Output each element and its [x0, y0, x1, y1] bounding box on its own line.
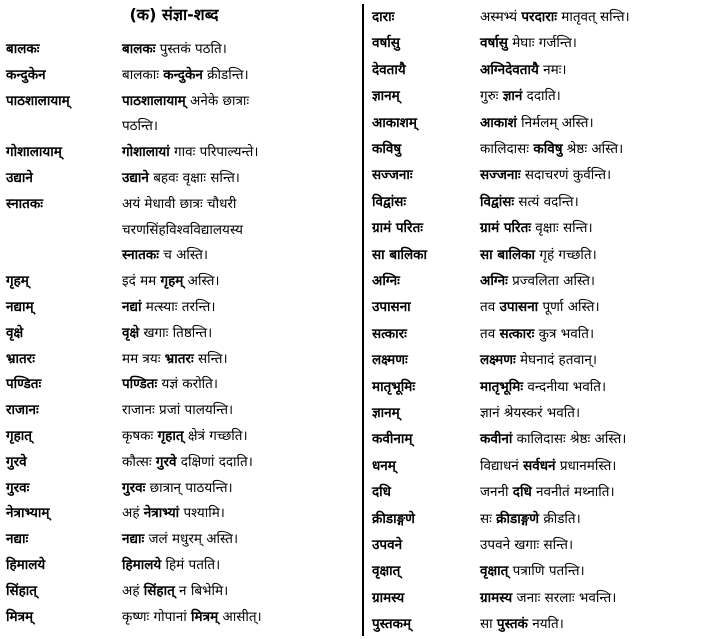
highlighted-word: ग्रामस्य [480, 589, 513, 606]
sentence-text: गुरुः [480, 88, 503, 105]
term-word: क्रीडाङ्गणे [372, 510, 415, 527]
sentence-text: दक्षिणां ददाति। [176, 453, 253, 470]
highlighted-word: वर्षासु [480, 35, 508, 52]
sentence-text: सा [480, 616, 497, 633]
term-word: गुरवे [6, 453, 27, 470]
sentence-text: निर्मलम् अस्ति। [516, 114, 594, 131]
highlighted-word: पण्डितः [122, 376, 158, 393]
term-word: गृहात् [6, 428, 32, 444]
sentence-text: जलं मधुरम् अस्ति। [144, 531, 239, 548]
example-sentence [122, 399, 233, 422]
highlighted-word: गुरवः [122, 479, 146, 496]
sentence-text: उपवने खगाः सन्ति। [480, 537, 574, 553]
sentence-text: चरणसिंहविश्वविद्यालयस्य [122, 221, 243, 238]
example-sentence [480, 508, 581, 531]
term-word: गृहम् [6, 273, 29, 290]
sentence-text: बहवः वृक्षाः सन्ति। [148, 170, 240, 186]
example-sentence [480, 481, 615, 504]
sentence-text: कुत्र भवति। [534, 325, 595, 342]
example-sentence [480, 323, 594, 346]
sentence-text: कृष्णः गोपानां [122, 608, 192, 625]
sentence-text: इदं मम [122, 273, 161, 290]
sentence-text: पठन्ति। [122, 118, 158, 135]
term-word: बालकः [6, 41, 40, 57]
term-word: ग्रामं परितः [372, 220, 423, 237]
example-sentence [480, 455, 616, 478]
term-word: गोशालायाम् [6, 144, 62, 161]
example-sentence [480, 32, 577, 55]
example-sentence [480, 112, 594, 135]
highlighted-word: कन्दुकेन [163, 66, 203, 83]
highlighted-word: स्नातकः [122, 247, 159, 264]
sentence-text: खगाः तिष्ठन्ति। [139, 324, 213, 341]
highlighted-word: कविषु [533, 141, 563, 157]
term-word: धनम् [372, 457, 396, 474]
term-word: ग्रामस्य [372, 589, 405, 606]
sentence-text: ददाति। [522, 88, 561, 105]
sentence-text: क्रीडन्ति। [202, 66, 249, 83]
term-word: मित्रम् [6, 608, 34, 625]
sentence-text: गृहं गच्छति। [535, 246, 597, 263]
highlighted-word: ज्ञानं [502, 88, 523, 105]
sentence-text: नयति। [527, 616, 564, 633]
example-sentence [480, 85, 561, 108]
highlighted-word: सज्जनाः [480, 167, 521, 184]
highlighted-word: गृहम् [160, 273, 184, 290]
sentence-text: क्षेत्रं गच्छति। [183, 428, 248, 444]
example-sentence [480, 164, 611, 187]
example-sentence [122, 270, 220, 293]
example-sentence [480, 534, 573, 557]
highlighted-word: पुस्तकं [496, 616, 528, 633]
sentence-text: सदाचरणं कुर्वन्ति। [520, 167, 612, 184]
highlighted-word: भ्रातरः [164, 350, 194, 367]
column-divider [362, 4, 364, 636]
example-sentence [122, 606, 262, 629]
sentence-text: बालकाः [122, 66, 164, 83]
term-word: राजानः [6, 402, 39, 419]
example-sentence [480, 402, 580, 425]
sentence-text: तव [480, 325, 500, 342]
term-word: दधि [372, 484, 391, 501]
term-word: अग्निः [372, 273, 400, 289]
example-sentence [480, 270, 595, 293]
sentence-text: पत्राणि पतन्ति। [508, 563, 585, 580]
sentence-text: राजानः प्रजां पालयन्ति। [122, 402, 234, 419]
highlighted-word: सत्कारः [499, 325, 535, 342]
example-sentence [122, 451, 253, 474]
sentence-text: अहं [122, 505, 144, 522]
highlighted-word: सिंहात् [143, 582, 175, 599]
example-sentence [122, 554, 220, 577]
example-sentence [122, 322, 212, 345]
highlighted-word: कवीनां [480, 431, 513, 448]
example-sentence [480, 191, 579, 214]
term-word: उपासना [372, 299, 411, 316]
highlighted-word: बालकः [122, 41, 156, 57]
example-sentence [122, 425, 248, 448]
example-sentence [122, 296, 215, 319]
example-sentence [122, 90, 249, 113]
sentence-text: सः [480, 510, 497, 527]
term-word: ज्ञानम् [372, 88, 400, 105]
example-sentence [122, 167, 240, 190]
highlighted-word: हिमालये [122, 557, 162, 573]
term-word: हिमालये [6, 557, 46, 573]
sentence-text: कृषकः [122, 428, 158, 444]
highlighted-word: गृहात् [157, 428, 184, 444]
example-sentence [480, 613, 564, 636]
example-sentence [480, 428, 626, 451]
term-word: कवीनाम् [372, 431, 413, 448]
highlighted-word: अग्निदेवतायै [480, 61, 539, 78]
sentence-text: पूर्णा अस्ति। [538, 299, 600, 316]
sentence-text: सत्यं वदन्ति। [514, 193, 579, 210]
example-sentence [122, 38, 227, 61]
sentence-text: न बिभेमि। [174, 582, 229, 599]
example-sentence [480, 296, 600, 319]
sentence-text: अहं [122, 582, 144, 599]
sentence-text: सन्ति। [193, 350, 228, 367]
term-word: वृक्षे [6, 324, 24, 341]
sentence-text: वन्दनीया भवति। [523, 378, 607, 395]
term-word: गुरवः [6, 479, 30, 496]
sentence-text: ज्ञानं श्रेयस्करं भवति। [480, 405, 581, 421]
sentence-text: हिमं पतति। [161, 557, 221, 573]
example-sentence [122, 528, 238, 551]
sentence-text: छात्रान् पाठयन्ति। [145, 479, 233, 496]
example-sentence [480, 349, 597, 372]
term-word: सा बालिका [372, 246, 428, 263]
sentence-text: कौत्सः [122, 453, 156, 470]
sentence-text: मेघाः गर्जन्ति। [507, 35, 577, 52]
example-sentence [122, 502, 225, 525]
example-sentence [480, 59, 567, 82]
sentence-text: श्रेष्ठः अस्ति। [562, 141, 624, 157]
highlighted-word: परदाराः [521, 9, 557, 25]
term-word: पाठशालायाम् [6, 92, 70, 109]
term-word: नद्याम् [6, 299, 34, 315]
sentence-text: अस्ति। [183, 273, 220, 290]
example-sentence [122, 219, 243, 242]
term-word: विद्वांसः [372, 193, 407, 210]
term-word: आकाशम् [372, 114, 417, 131]
term-word: नेत्राभ्याम् [6, 505, 50, 522]
example-sentence [122, 348, 228, 371]
sentence-text: मेघनादं हतवान्। [515, 352, 598, 369]
sentence-text: पश्यामि। [179, 505, 225, 522]
term-word: लक्ष्मणः [372, 352, 408, 369]
example-sentence [480, 244, 597, 267]
sentence-text: च अस्ति। [158, 247, 208, 264]
term-word: पुस्तकम् [372, 616, 412, 633]
sentence-text: कालिदासः श्रेष्ठः अस्ति। [512, 431, 627, 448]
highlighted-word: नद्याः [122, 531, 145, 548]
term-word: वर्षासु [372, 35, 400, 52]
term-word: सत्कारः [372, 325, 407, 342]
highlighted-word: मित्रम् [191, 608, 219, 625]
term-word: सिंहात् [6, 582, 37, 599]
sentence-text: कालिदासः [480, 141, 534, 157]
sentence-text: प्रधानमस्ति। [555, 457, 617, 474]
term-word: वृक्षात् [372, 563, 401, 580]
example-sentence [122, 141, 258, 164]
example-sentence [122, 64, 249, 87]
highlighted-word: गोशालायां [122, 144, 170, 161]
highlighted-word: ग्रामं परितः [480, 220, 531, 237]
highlighted-word: नेत्राभ्यां [143, 505, 180, 522]
example-sentence [480, 217, 593, 240]
example-sentence [480, 138, 623, 161]
highlighted-word: नद्यां [122, 299, 142, 315]
highlighted-word: उद्याने [122, 170, 149, 186]
example-sentence [122, 580, 228, 603]
highlighted-word: गुरवे [155, 453, 177, 470]
highlighted-word: सर्वधनं [523, 457, 556, 474]
term-word: मातृभूमिः [372, 378, 416, 395]
example-sentence [122, 193, 236, 216]
term-word: ज्ञानम् [372, 405, 400, 421]
sentence-text: जननी [480, 484, 513, 501]
highlighted-word: सा बालिका [480, 246, 536, 263]
sentence-text: गावः परिपाल्यन्ते। [169, 144, 259, 161]
term-word: सज्जनाः [372, 167, 413, 184]
sentence-text: प्रज्वलिता अस्ति। [507, 273, 596, 289]
highlighted-word: आकाशं [480, 114, 517, 131]
sentence-text: तव [480, 299, 500, 316]
sentence-text: वृक्षाः सन्ति। [531, 220, 593, 237]
sentence-text: नमः। [538, 61, 567, 78]
highlighted-word: विद्वांसः [480, 193, 515, 210]
sentence-text: जनाः सरलाः भवन्ति। [512, 589, 617, 606]
sentence-text: पुस्तकं पठति। [155, 41, 227, 57]
term-word: दाराः [372, 9, 395, 25]
example-sentence [480, 6, 630, 29]
highlighted-word: क्रीडाङ्गणे [496, 510, 540, 527]
term-word: कन्दुकेन [6, 66, 46, 83]
sentence-text: अयं मेधावी छात्रः चौधरी [122, 195, 237, 212]
example-sentence [480, 560, 585, 583]
highlighted-word: पाठशालायाम् [122, 92, 186, 109]
sentence-text: अनेके छात्राः [185, 92, 250, 109]
example-sentence [122, 244, 208, 267]
highlighted-word: वृक्षे [122, 324, 140, 341]
highlighted-word: उपासना [499, 299, 539, 316]
term-word: स्नातकः [6, 195, 43, 212]
highlighted-word: मातृभूमिः [480, 378, 524, 395]
sentence-text: आसीत्। [218, 608, 262, 625]
highlighted-word: दधि [512, 484, 532, 501]
highlighted-word: वृक्षात् [480, 563, 509, 580]
term-word: भ्रातरः [6, 350, 35, 367]
example-sentence [480, 376, 606, 399]
example-sentence [480, 587, 616, 610]
sentence-text: नवनीतं मथ्नाति। [531, 484, 615, 501]
example-sentence [122, 477, 233, 500]
highlighted-word: अग्निः [480, 273, 508, 289]
section-heading: (क) संज्ञा-शब्द [129, 5, 219, 24]
sentence-text: विद्याधनं [480, 457, 524, 474]
term-word: कविषु [372, 141, 402, 157]
highlighted-word: लक्ष्मणः [480, 352, 516, 369]
sentence-text: मत्स्याः तरन्ति। [141, 299, 216, 315]
sentence-text: क्रीडति। [539, 510, 581, 527]
example-sentence [122, 373, 218, 396]
term-word: पण्डितः [6, 376, 42, 393]
sentence-text: यज्ञं करोति। [157, 376, 218, 393]
sentence-text: मम त्रयः [122, 350, 165, 367]
term-word: उद्याने [6, 170, 33, 186]
term-word: उपवने [372, 537, 403, 553]
term-word: देवतायै [372, 61, 406, 78]
sentence-text: अस्मभ्यं [480, 9, 522, 25]
sentence-text: मातृवत् सन्ति। [557, 9, 630, 25]
term-word: नद्याः [6, 531, 29, 548]
example-sentence [122, 115, 158, 138]
